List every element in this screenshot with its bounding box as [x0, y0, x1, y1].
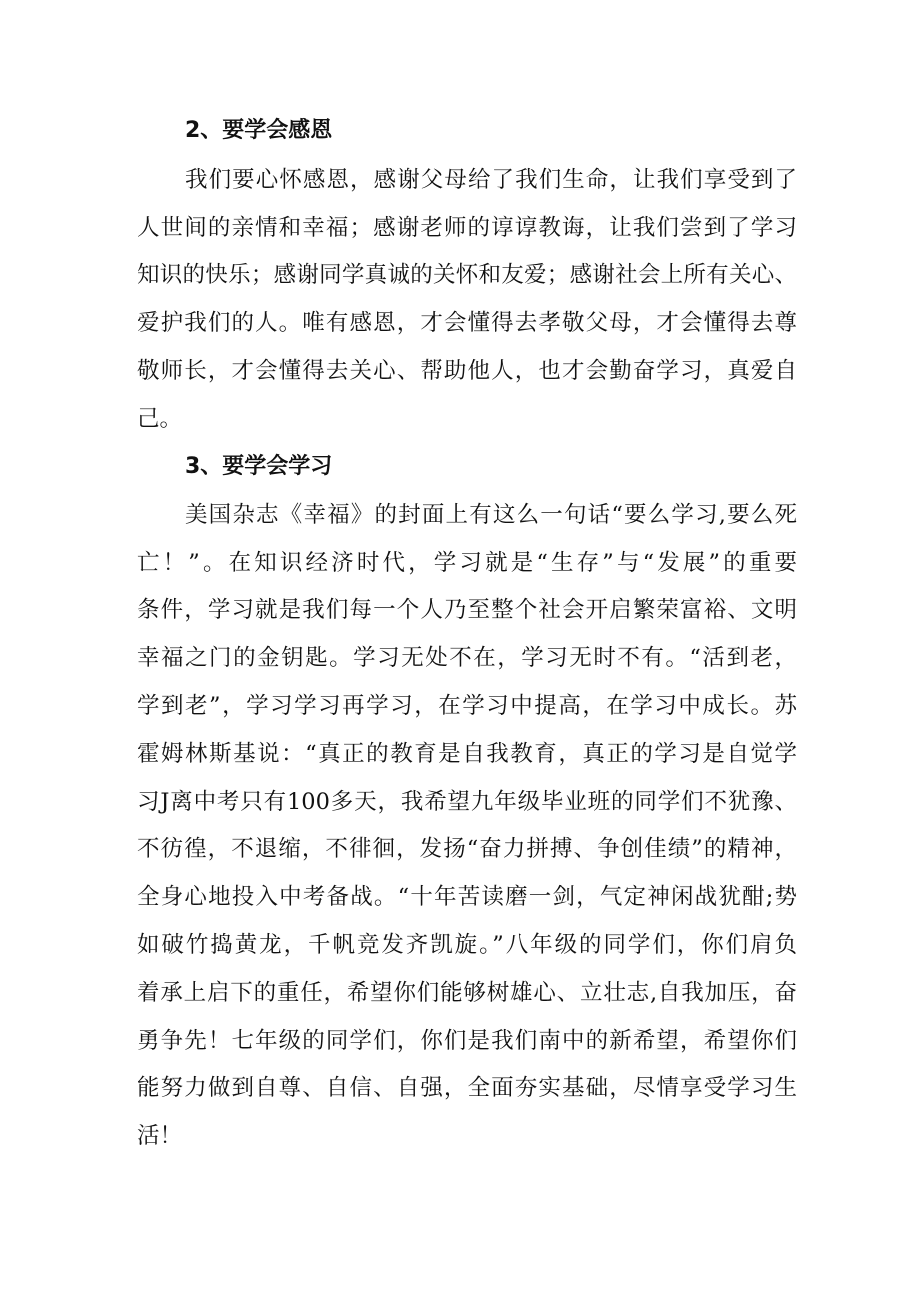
paragraph-line: 亡！”。在知识经济时代，学习就是“生存”与“发展”的重要 — [137, 550, 797, 576]
section-heading-gratitude: 2、要学会感恩 — [185, 118, 333, 143]
paragraph-line: 敬师长，才会懂得去关心、帮助他人，也才会勤奋学习，真爱自 — [137, 358, 797, 384]
paragraph-line: 着承上启下的重任，希望你们能够树雄心、立壮志,自我加压，奋 — [137, 980, 797, 1006]
section-heading-learning: 3、要学会学习 — [185, 454, 333, 479]
paragraph-line: 幸福之门的金钥匙。学习无处不在，学习无时不有。“活到老， — [137, 645, 797, 671]
paragraph-line: 美国杂志《幸福》的封面上有这么一句话“要么学习,要么死 — [185, 502, 797, 528]
paragraph-line: 能努力做到自尊、自信、自强，全面夯实基础，尽情享受学习生 — [137, 1075, 797, 1101]
paragraph-line: 学到老”，学习学习再学习，在学习中提高，在学习中成长。苏 — [137, 693, 797, 719]
paragraph-line: 习J离中考只有100多天，我希望九年级毕业班的同学们不犹豫、 — [137, 789, 797, 815]
paragraph-line: 不彷徨，不退缩，不徘徊，发扬“奋力拼搏、争创佳绩”的精神， — [137, 836, 797, 862]
paragraph-line: 霍姆林斯基说：“真正的教育是自我教育，真正的学习是自觉学 — [137, 741, 797, 767]
paragraph-line: 我们要心怀感恩，感谢父母给了我们生命，让我们享受到了 — [185, 167, 797, 193]
paragraph-line: 己。 — [137, 406, 183, 432]
paragraph-line: 人世间的亲情和幸福；感谢老师的谆谆教诲，让我们尝到了学习 — [137, 215, 797, 241]
paragraph-line: 活！ — [137, 1123, 183, 1149]
paragraph-line: 勇争先！七年级的同学们，你们是我们南中的新希望，希望你们 — [137, 1028, 797, 1054]
paragraph-line: 条件，学习就是我们每一个人乃至整个社会开启繁荣富裕、文明 — [137, 597, 797, 623]
paragraph-line: 全身心地投入中考备战。“十年苦读磨一剑，气定神闲战犹酣;势 — [137, 884, 797, 910]
paragraph-line: 知识的快乐；感谢同学真诚的关怀和友爱；感谢社会上所有关心、 — [137, 262, 797, 288]
paragraph-line: 爱护我们的人。唯有感恩，才会懂得去孝敬父母，才会懂得去尊 — [137, 310, 797, 336]
paragraph-line: 如破竹捣黄龙，千帆竞发齐凯旋。”八年级的同学们，你们肩负 — [137, 932, 797, 958]
